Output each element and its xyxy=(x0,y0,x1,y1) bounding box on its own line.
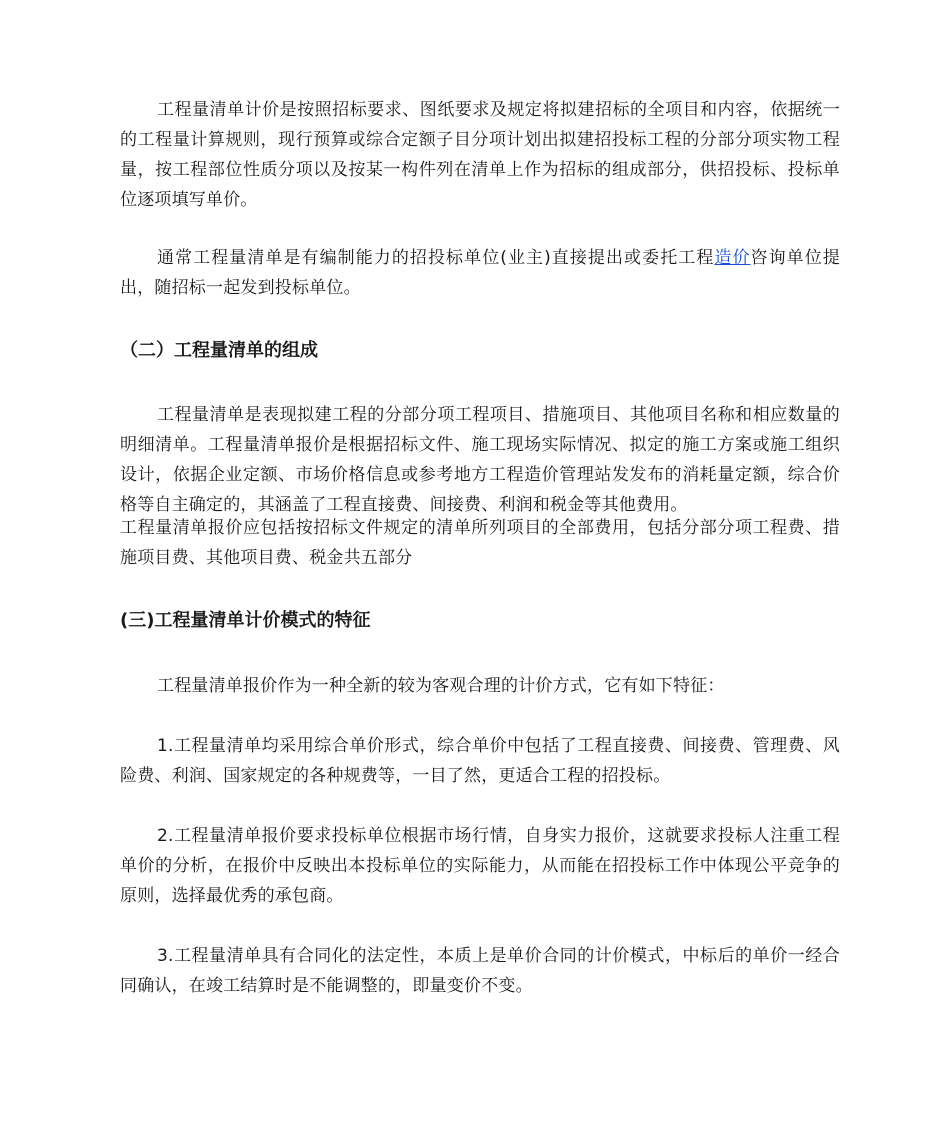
paragraph-composition: 工程量清单是表现拟建工程的分部分项工程项目、措施项目、其他项目名称和相应数量的明细清单。工程量清单报价是根据招标文件、施工现场实际情况、拟定的施工方案或施工组织设计，依据企业定额、市场价格信息或参考地方工程造价管理站发发布的消耗量定额，综合价格等自主确定的，其涵盖了工程直接费、间接费、利润和税金等其他费用。 xyxy=(120,405,840,515)
paragraph-composition-cont: 工程量清单报价应包括按招标文件规定的清单所列项目的全部费用，包括分部分项工程费、措施项目费、其他项目费、税金共五部分 xyxy=(120,518,840,568)
paragraph-commission xyxy=(120,243,840,303)
paragraph-features-intro: 工程量清单报价作为一种全新的较为客观合理的计价方式，它有如下特征： xyxy=(157,676,725,696)
feature-item-2: 2.工程量清单报价要求投标单位根据市场行情，自身实力报价，这就要求投标人注重工程单价的分析，在报价中反映出本投标单位的实际能力，从而能在招投标工作中体现公平竞争的原则，选择最优秀的承包商。 xyxy=(120,826,840,906)
paragraph-intro: 工程量清单计价是按照招标要求、图纸要求及规定将拟建招标的全项目和内容，依据统一的工程量计算规则，现行预算或综合定额子目分项计划出拟建招投标工程的分部分项实物工程量，按工程部位性质分项以及按某一构件列在清单上作为招标的组成部分，供招投标、投标单位逐项填写单价。 xyxy=(120,100,840,210)
section-heading-composition: （二）工程量清单的组成 xyxy=(120,340,318,361)
paragraph-commission-text-a: 通常工程量清单是有编制能力的招投标单位(业主)直接提出或委托工程 xyxy=(157,248,715,268)
feature-item-3: 3.工程量清单具有合同化的法定性，本质上是单价合同的计价模式，中标后的单价一经合同确认，在竣工结算时是不能调整的，即量变价不变。 xyxy=(120,946,840,996)
feature-item-1: 1.工程量清单均采用综合单价形式，综合单价中包括了工程直接费、间接费、管理费、风险费、利润、国家规定的各种规费等，一目了然，更适合工程的招投标。 xyxy=(120,736,840,786)
cost-link[interactable]: 造价 xyxy=(714,248,751,268)
section-heading-features: (三)工程量清单计价模式的特征 xyxy=(120,610,371,631)
paragraph-commission-text-b: 咨询单位提出，随招标一起发到投标单位。 xyxy=(120,248,840,298)
